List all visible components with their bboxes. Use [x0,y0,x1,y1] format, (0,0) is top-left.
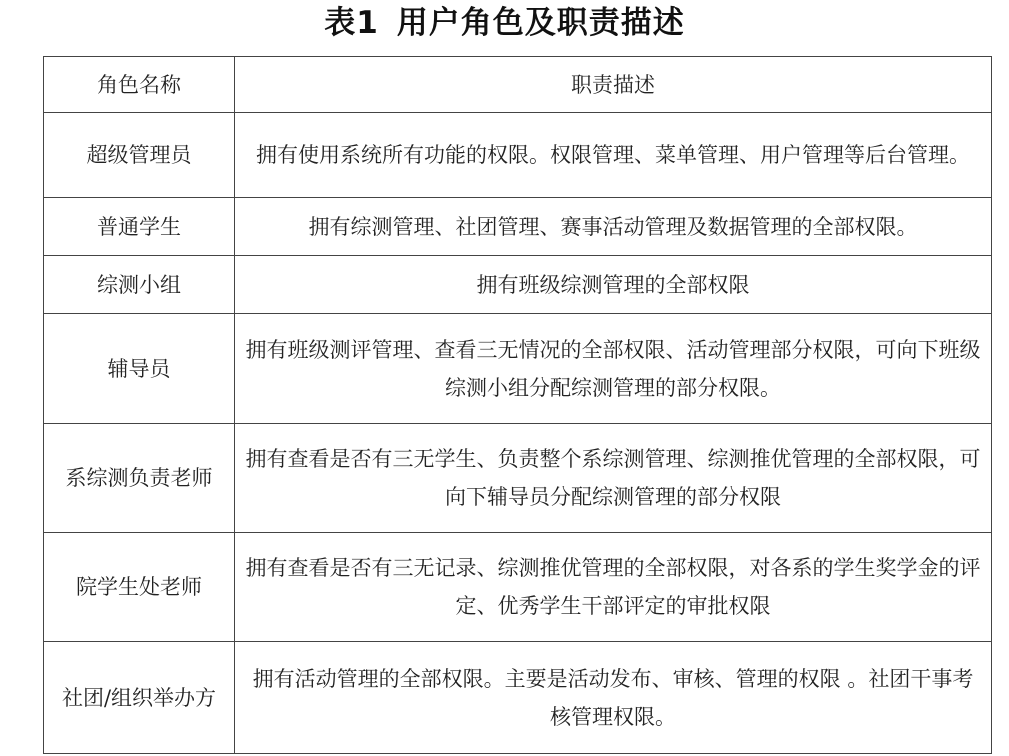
role-cell: 超级管理员 [44,113,235,198]
table-title: 用户角色及职责描述 [396,5,685,41]
role-cell: 辅导员 [44,314,235,424]
duty-cell: 拥有活动管理的全部权限。主要是活动发布、审核、管理的权限 。社团干事考核管理权限。 [235,642,992,754]
table-row [44,314,992,424]
duty-cell: 拥有班级测评管理、查看三无情况的全部权限、活动管理部分权限，可向下班级综测小组分配综测管理的部分权限。 [235,314,992,424]
duty-cell: 拥有使用系统所有功能的权限。权限管理、菜单管理、用户管理等后台管理。 [235,113,992,198]
table-header-row [44,57,992,113]
table-number: 表1 [324,5,379,41]
table-row [44,424,992,533]
duty-cell: 拥有查看是否有三无记录、综测推优管理的全部权限，对各系的学生奖学金的评定、优秀学生干部评定的审批权限 [235,533,992,642]
role-cell: 院学生处老师 [44,533,235,642]
role-cell: 普通学生 [44,198,235,256]
table-row [44,198,992,256]
duty-cell: 拥有查看是否有三无学生、负责整个系综测管理、综测推优管理的全部权限，可向下辅导员分配综测管理的部分权限 [235,424,992,533]
role-cell: 系综测负责老师 [44,424,235,533]
role-cell: 综测小组 [44,256,235,314]
roles-table [43,56,992,754]
role-cell: 社团/组织举办方 [44,642,235,754]
duty-cell: 拥有综测管理、社团管理、赛事活动管理及数据管理的全部权限。 [235,198,992,256]
table-caption [0,4,1009,42]
table-row [44,642,992,754]
table-row [44,533,992,642]
duty-cell: 拥有班级综测管理的全部权限 [235,256,992,314]
table-row [44,113,992,198]
header-duty-description: 职责描述 [235,57,992,113]
header-role-name: 角色名称 [44,57,235,113]
table-row [44,256,992,314]
